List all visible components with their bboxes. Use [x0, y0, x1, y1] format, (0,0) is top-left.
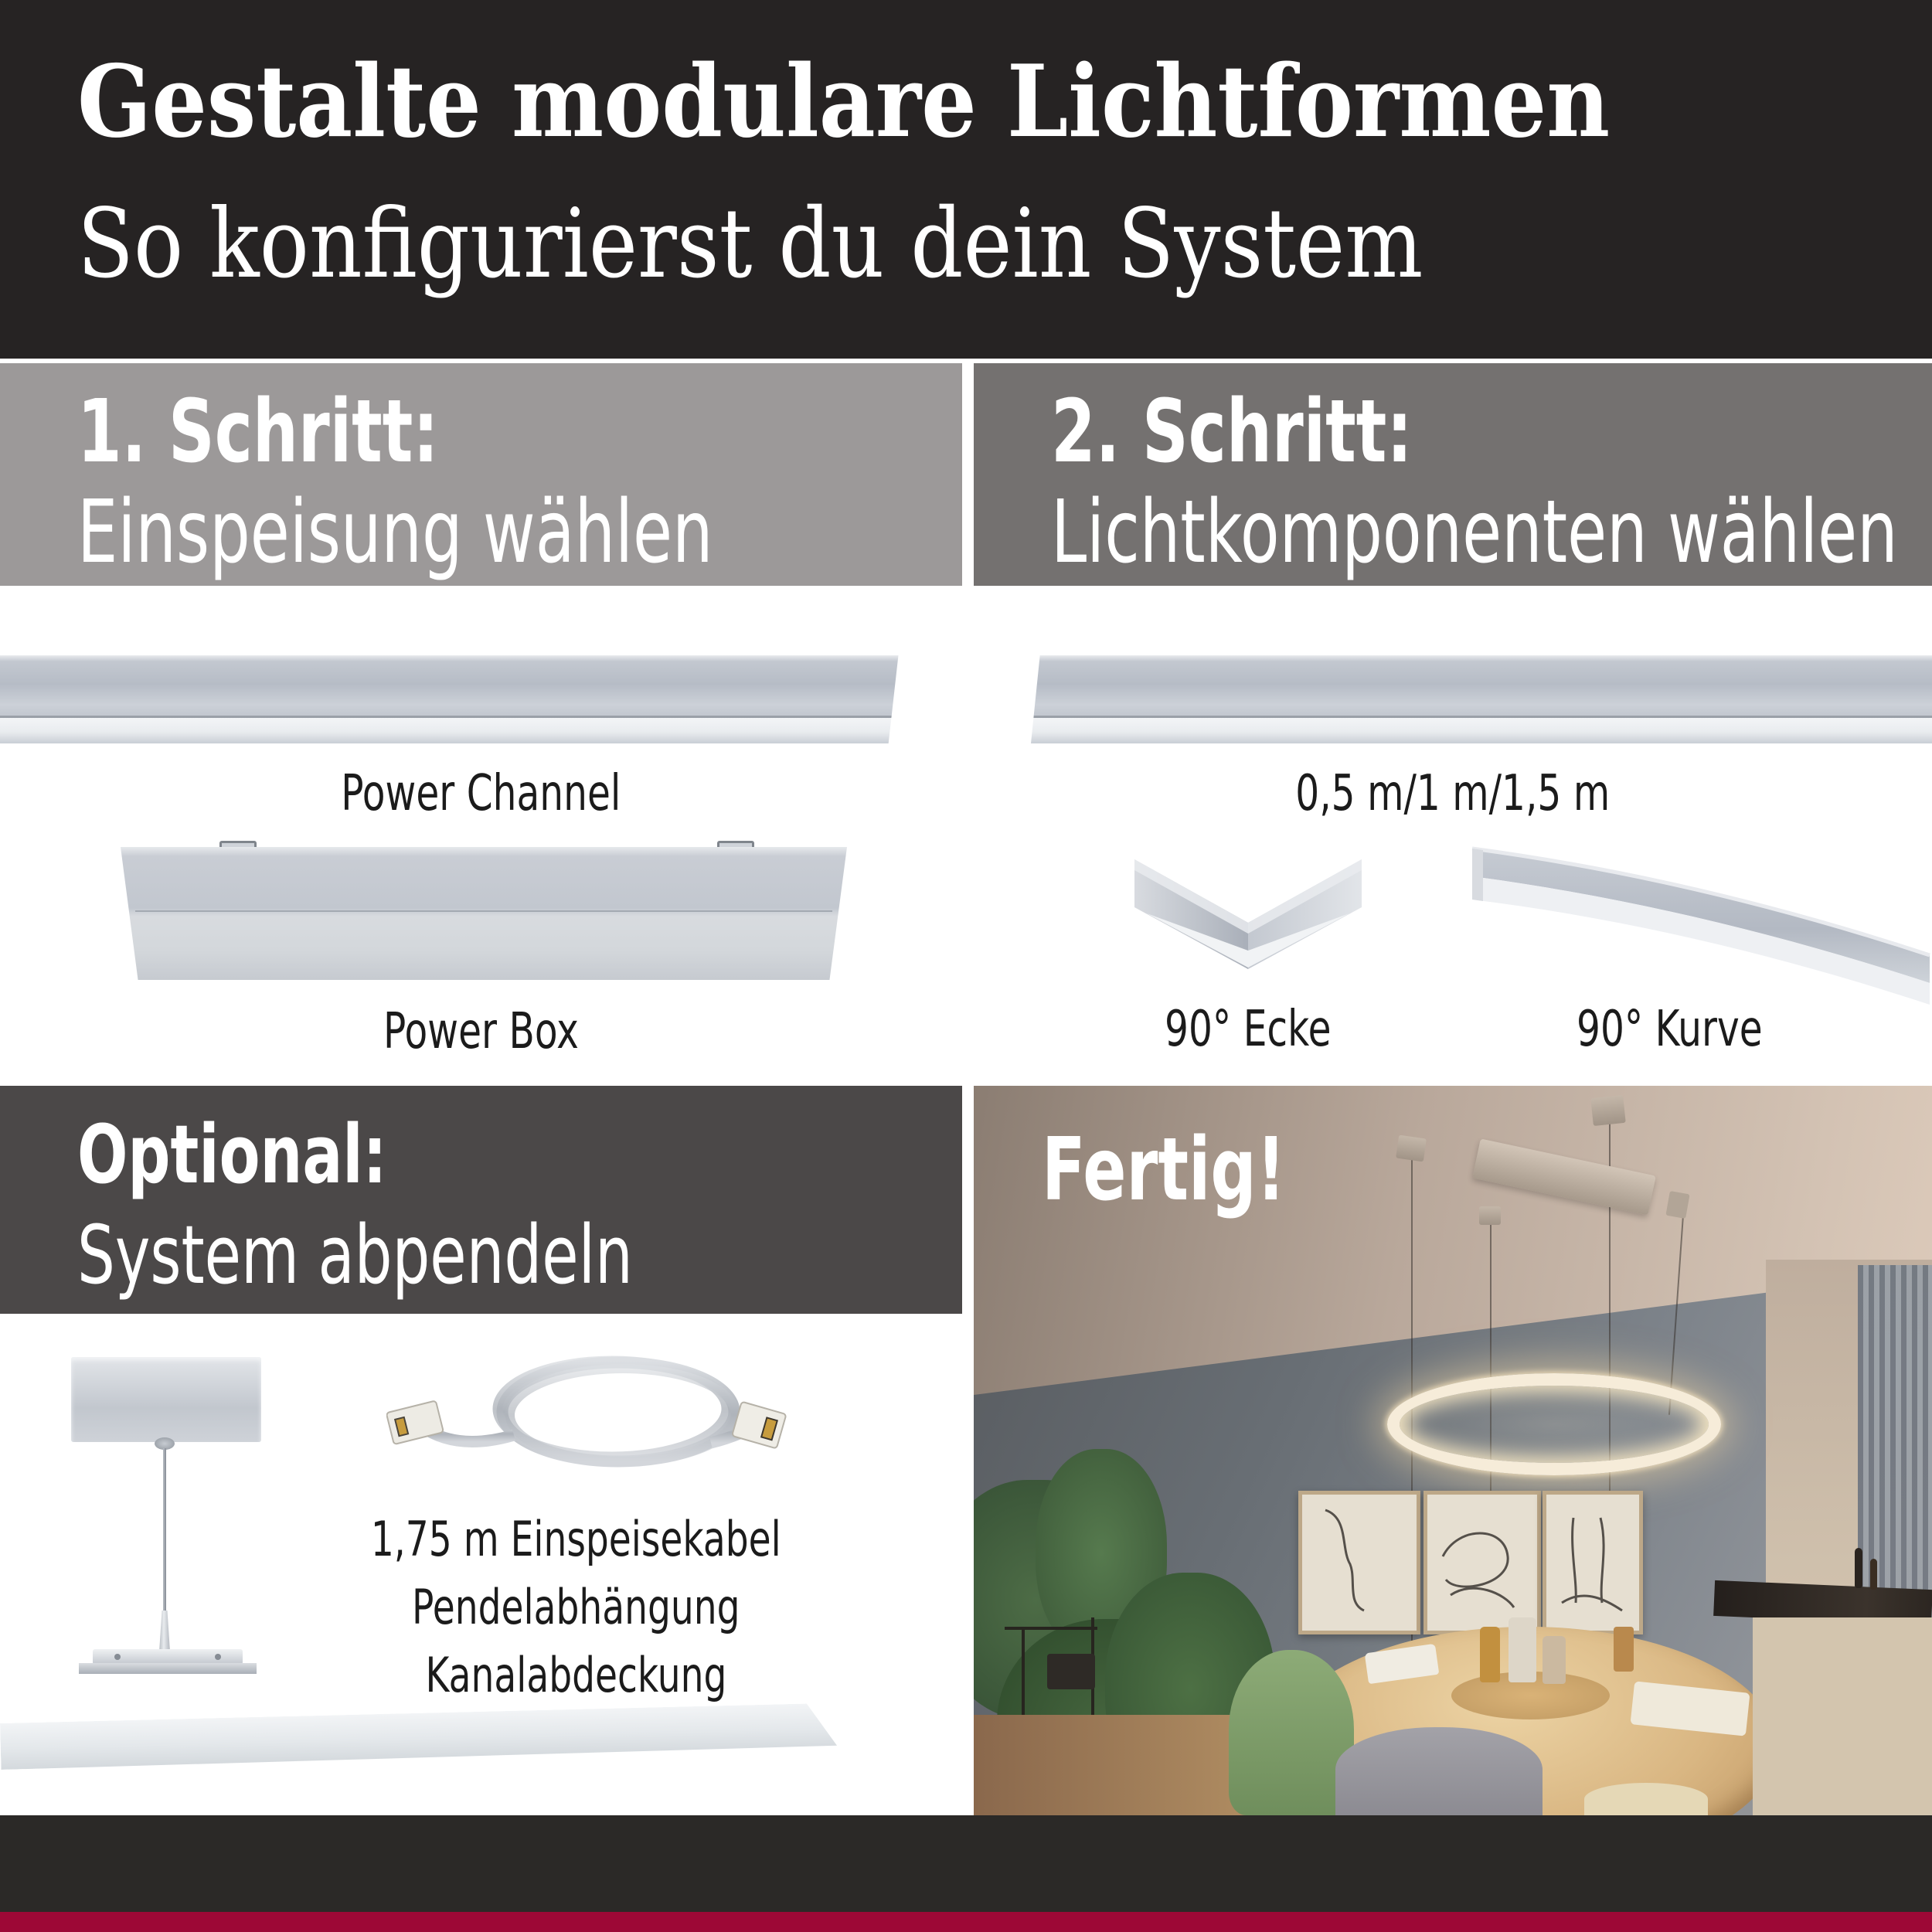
power-box-image: [121, 847, 847, 980]
power-channel-rail-image: [0, 655, 901, 743]
optional-subtitle: System abpendeln: [77, 1208, 633, 1302]
step1-band: [0, 363, 962, 586]
suspended-connector: [1665, 1191, 1689, 1219]
footer-dark-band: [0, 1815, 1932, 1912]
rail-top-face: [1031, 655, 1932, 716]
chair-gray: [1335, 1727, 1543, 1815]
power-channel-label: Power Channel: [341, 765, 621, 822]
optional-parts-caption: [185, 1505, 966, 1709]
channel-lengths-label: 0,5 m/1 m/1,5 m: [1295, 765, 1611, 822]
wall-frame: [1543, 1491, 1643, 1634]
caption-line-3: Kanalabdeckung: [425, 1647, 726, 1703]
chair-cream: [1584, 1783, 1708, 1815]
ceiling-pad: [1479, 1206, 1501, 1225]
step1-title: 1. Schritt:: [77, 382, 439, 482]
step2-title: 2. Schritt:: [1051, 382, 1413, 482]
optional-band: [0, 1086, 962, 1314]
feed-cable-image: [386, 1349, 788, 1480]
kitchen-island-base: [1753, 1617, 1932, 1815]
step2-subtitle: Lichtkomponenten wählen: [1051, 482, 1898, 583]
counter-bottle: [1870, 1559, 1877, 1590]
ceiling-pad: [1590, 1095, 1626, 1126]
counter-bottle: [1855, 1548, 1862, 1588]
rail-top-face: [0, 655, 901, 716]
optional-title: Optional:: [77, 1107, 387, 1202]
table-vase: [1543, 1636, 1566, 1684]
power-box-label: Power Box: [383, 1003, 579, 1060]
room-photo: [974, 1086, 1932, 1815]
power-box-seam: [135, 910, 832, 912]
pendant-box-image: [71, 1357, 261, 1442]
wall-frame: [1298, 1491, 1420, 1634]
corner-label: 90° Ecke: [1165, 1001, 1332, 1058]
light-channel-rail-image: [1031, 655, 1932, 743]
pendant-wire: [163, 1448, 166, 1614]
curve-label: 90° Kurve: [1576, 1001, 1763, 1058]
pendant-spindle: [156, 1611, 173, 1652]
table-vase: [1480, 1627, 1500, 1682]
header-panel: [0, 0, 1932, 359]
corner-connector-image: [1121, 839, 1376, 969]
page-title: Gestalte modulare Lichtformen: [77, 44, 1611, 160]
caption-line-1: 1,75 m Einspeisekabel: [370, 1511, 781, 1567]
rail-diffuser-lip: [1031, 718, 1932, 743]
wall-frame: [1423, 1491, 1541, 1634]
channel-cover-image: [0, 1703, 837, 1770]
curve-connector-image: [1457, 839, 1932, 1005]
ring-pendant-light: [1387, 1373, 1721, 1475]
plant-stand: [1005, 1627, 1097, 1630]
plant-pot: [1047, 1654, 1095, 1689]
step2-band: [974, 363, 1932, 586]
table-vase: [1509, 1617, 1536, 1682]
page-subtitle: So konfigurierst du dein System: [77, 189, 1423, 300]
step1-subtitle: Einspeisung wählen: [77, 482, 713, 583]
plate-screw: [114, 1654, 121, 1660]
footer-accent-stripe: [0, 1912, 1932, 1932]
ceiling-pad: [1396, 1135, 1427, 1162]
drink-glass: [1614, 1627, 1634, 1672]
caption-line-2: Pendelabhängung: [411, 1579, 740, 1635]
rail-diffuser-lip: [0, 718, 901, 743]
power-box-body: [121, 847, 847, 980]
finished-label: Fertig!: [1042, 1120, 1286, 1220]
